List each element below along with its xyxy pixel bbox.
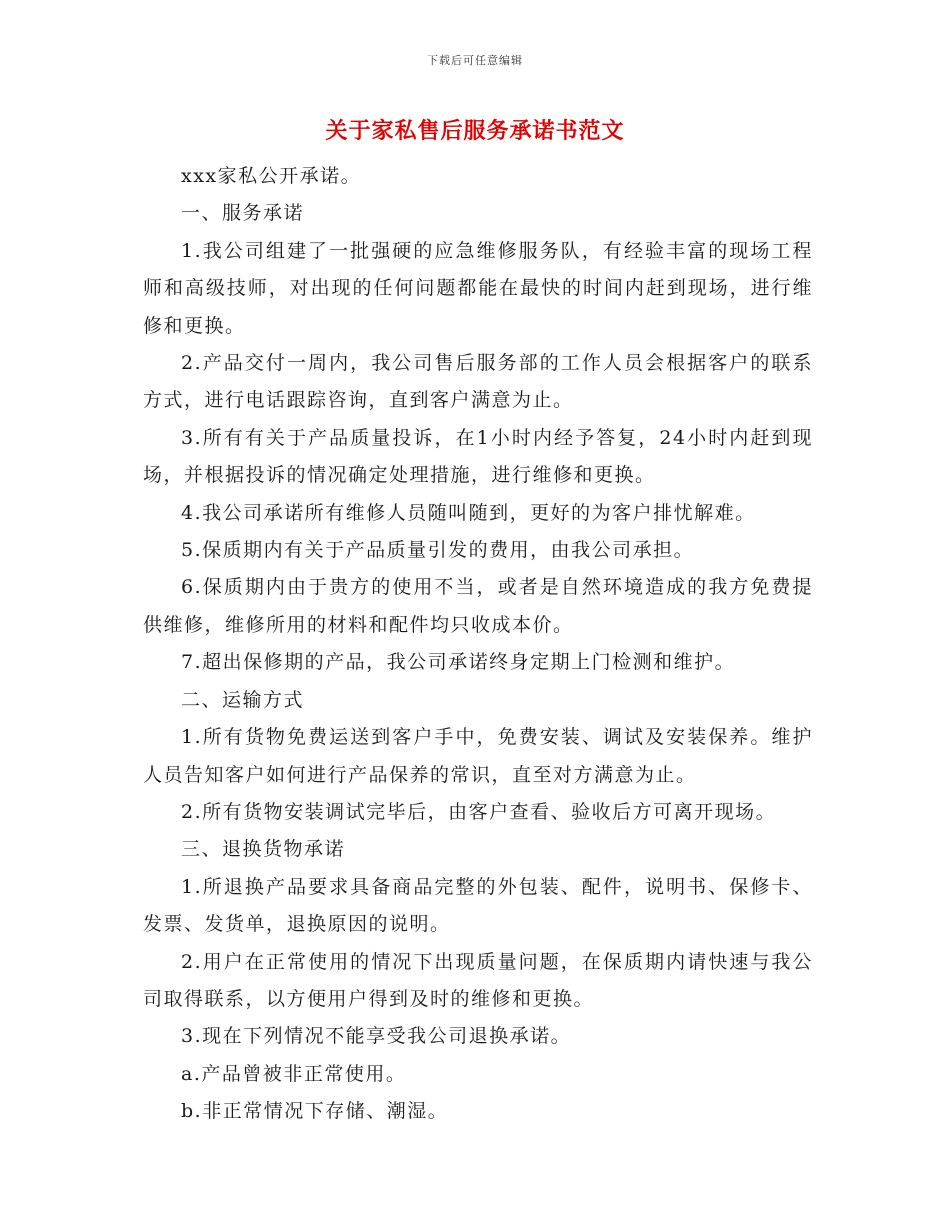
service-item-7: 7.超出保修期的产品，我公司承诺终身定期上门检测和维护。 [181,651,736,674]
returns-subitem-a: a.产品曾被非正常使用。 [181,1062,407,1085]
transport-item-1: 1.所有货物免费运送到客户手中，免费安装、调试及安装保养。维护人员告知客户如何进行产品保养的常识，直至对方满意为止。 [143,726,813,786]
returns-item-3: 3.现在下列情况不能享受我公司退换承诺。 [181,1025,572,1048]
service-item-2: 2.产品交付一周内，我公司售后服务部的工作人员会根据客户的联系方式，进行电话跟踪咨询，直到客户满意为止。 [143,352,813,412]
section-heading-service: 一、服务承诺 [181,202,305,225]
service-item-4: 4.我公司承诺所有维修人员随叫随到，更好的为客户排忧解难。 [181,501,756,524]
page-header-note: 下载后可任意编辑 [427,54,523,67]
transport-item-2: 2.所有货物安装调试完毕后，由客户查看、验收后方可离开现场。 [181,800,777,823]
returns-item-2: 2.用户在正常使用的情况下出现质量问题，在保质期内请快速与我公司取得联系，以方便用户得到及时的维修和更换。 [143,950,813,1010]
service-item-5: 5.保质期内有关于产品质量引发的费用，由我公司承担。 [181,539,695,562]
section-heading-transport: 二、运输方式 [181,688,305,711]
returns-item-1: 1.所退换产品要求具备商品完整的外包装、配件，说明书、保修卡、发票、发货单，退换原因的说明。 [143,875,813,936]
service-item-3: 3.所有有关于产品质量投诉，在1小时内经予答复，24小时内赶到现场，并根据投诉的情况确定处理措施，进行维修和更换。 [143,426,813,487]
service-item-1: 1.我公司组建了一批强硬的应急维修服务队，有经验丰富的现场工程师和高级技师，对出现的任何问题都能在最快的时间内赶到现场，进行维修和更换。 [143,239,813,337]
document-title: 关于家私售后服务承诺书范文 [325,118,625,144]
document-body [143,158,813,1131]
intro-paragraph: xxx家私公开承诺。 [181,165,362,187]
service-item-6: 6.保质期内由于贵方的使用不当，或者是自然环境造成的我方免费提供维修，维修所用的材料和配件均只收成本价。 [143,576,813,636]
section-heading-returns: 三、退换货物承诺 [181,838,346,861]
returns-subitem-b: b.非正常情况下存储、潮湿。 [181,1100,449,1123]
